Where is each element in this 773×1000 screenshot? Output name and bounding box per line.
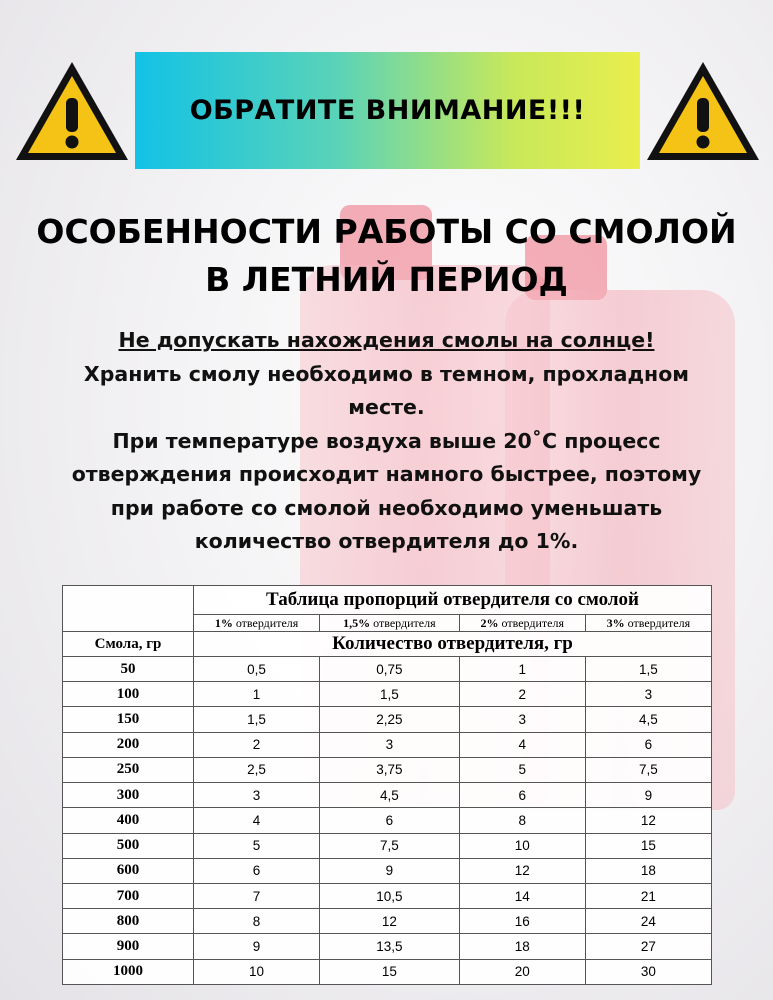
hardener-amount-cell: 21 xyxy=(585,883,711,908)
instructions-line: количество отвердителя до 1%. xyxy=(194,529,579,553)
table-title: Таблица пропорций отвердителя со смолой xyxy=(194,586,712,615)
resin-amount-cell: 250 xyxy=(63,757,194,782)
hardener-amount-cell: 18 xyxy=(585,858,711,883)
hardener-amount-cell: 3 xyxy=(459,707,585,732)
hardener-amount-cell: 15 xyxy=(320,959,460,984)
resin-amount-cell: 600 xyxy=(63,858,194,883)
hardener-amount-cell: 1 xyxy=(459,657,585,682)
attention-banner xyxy=(135,52,640,169)
hardener-amount-cell: 8 xyxy=(459,808,585,833)
hardener-amount-cell: 6 xyxy=(320,808,460,833)
hardener-amount-cell: 4 xyxy=(459,732,585,757)
resin-amount-cell: 50 xyxy=(63,657,194,682)
hardener-amount-cell: 12 xyxy=(459,858,585,883)
table-row xyxy=(63,833,712,858)
page-title-line2: В ЛЕТНИЙ ПЕРИОД xyxy=(205,260,568,299)
table-row xyxy=(63,732,712,757)
hardener-amount-cell: 10 xyxy=(459,833,585,858)
amount-header: Количество отвердителя, гр xyxy=(194,632,712,657)
hardener-amount-cell: 3,75 xyxy=(320,757,460,782)
resin-header: Смола, гр xyxy=(63,632,194,657)
pct-header: 3% отвердителя xyxy=(585,615,711,632)
resin-amount-cell: 1000 xyxy=(63,959,194,984)
instructions-line: Хранить смолу необходимо в темном, прохладном xyxy=(83,361,690,386)
hardener-amount-cell: 12 xyxy=(320,909,460,934)
instructions-line: месте. xyxy=(348,395,425,419)
table-row xyxy=(63,757,712,782)
hardener-amount-cell: 7 xyxy=(194,883,320,908)
hardener-amount-cell: 3 xyxy=(320,732,460,757)
resin-amount-cell: 700 xyxy=(63,883,194,908)
hardener-amount-cell: 10 xyxy=(194,959,320,984)
hardener-amount-cell: 2,25 xyxy=(320,707,460,732)
table-corner-cell xyxy=(63,586,194,632)
hardener-amount-cell: 1,5 xyxy=(320,682,460,707)
hardener-amount-cell: 27 xyxy=(585,934,711,959)
hardener-amount-cell: 5 xyxy=(194,833,320,858)
hardener-amount-cell: 5 xyxy=(459,757,585,782)
resin-amount-cell: 300 xyxy=(63,783,194,808)
hardener-amount-cell: 13,5 xyxy=(320,934,460,959)
hardener-amount-cell: 14 xyxy=(459,883,585,908)
pct-header: 1,5% отвердителя xyxy=(320,615,460,632)
resin-amount-cell: 400 xyxy=(63,808,194,833)
hardener-amount-cell: 3 xyxy=(585,682,711,707)
table-row xyxy=(63,707,712,732)
instructions-line: отверждения происходит намного быстрее, поэтому xyxy=(71,462,702,486)
hardener-amount-cell: 3 xyxy=(194,783,320,808)
proportions-table xyxy=(62,585,712,985)
table-row xyxy=(63,783,712,808)
hardener-amount-cell: 2,5 xyxy=(194,757,320,782)
hardener-amount-cell: 2 xyxy=(194,732,320,757)
hardener-amount-cell: 4,5 xyxy=(585,707,711,732)
resin-amount-cell: 500 xyxy=(63,833,194,858)
hardener-amount-cell: 20 xyxy=(459,959,585,984)
hardener-amount-cell: 12 xyxy=(585,808,711,833)
hardener-amount-cell: 15 xyxy=(585,833,711,858)
pct-header: 2% отвердителя xyxy=(459,615,585,632)
hardener-amount-cell: 7,5 xyxy=(585,757,711,782)
hardener-amount-cell: 6 xyxy=(585,732,711,757)
page-title-line1: ОСОБЕННОСТИ РАБОТЫ СО СМОЛОЙ xyxy=(36,212,737,251)
table-row xyxy=(63,934,712,959)
hardener-amount-cell: 4 xyxy=(194,808,320,833)
table-row xyxy=(63,909,712,934)
hardener-amount-cell: 10,5 xyxy=(320,883,460,908)
warning-triangle-icon xyxy=(643,58,763,164)
hardener-amount-cell: 6 xyxy=(459,783,585,808)
table-row xyxy=(63,657,712,682)
warning-triangle-icon xyxy=(12,58,132,164)
table-row xyxy=(63,959,712,984)
pct-header: 1% отвердителя xyxy=(194,615,320,632)
hardener-amount-cell: 16 xyxy=(459,909,585,934)
hardener-amount-cell: 4,5 xyxy=(320,783,460,808)
resin-amount-cell: 900 xyxy=(63,934,194,959)
hardener-amount-cell: 1,5 xyxy=(194,707,320,732)
instructions-line: При температуре воздуха выше 20˚С процесс xyxy=(112,428,661,453)
hardener-amount-cell: 9 xyxy=(194,934,320,959)
hardener-amount-cell: 0,75 xyxy=(320,657,460,682)
table-row xyxy=(63,858,712,883)
table-row xyxy=(63,682,712,707)
banner-text: ОБРАТИТЕ ВНИМАНИЕ!!! xyxy=(189,95,586,126)
hardener-amount-cell: 18 xyxy=(459,934,585,959)
resin-amount-cell: 200 xyxy=(63,732,194,757)
sun-warning: Не допускать нахождения смолы на солнце! xyxy=(118,328,655,352)
hardener-amount-cell: 30 xyxy=(585,959,711,984)
table-row xyxy=(63,808,712,833)
hardener-amount-cell: 1 xyxy=(194,682,320,707)
resin-amount-cell: 150 xyxy=(63,707,194,732)
instructions-text xyxy=(20,324,753,559)
resin-amount-cell: 800 xyxy=(63,909,194,934)
hardener-amount-cell: 0,5 xyxy=(194,657,320,682)
hardener-amount-cell: 8 xyxy=(194,909,320,934)
hardener-amount-cell: 6 xyxy=(194,858,320,883)
instructions-line: при работе со смолой необходимо уменьшать xyxy=(110,495,663,520)
table-row xyxy=(63,883,712,908)
hardener-amount-cell: 1,5 xyxy=(585,657,711,682)
hardener-amount-cell: 24 xyxy=(585,909,711,934)
hardener-amount-cell: 7,5 xyxy=(320,833,460,858)
resin-amount-cell: 100 xyxy=(63,682,194,707)
hardener-amount-cell: 2 xyxy=(459,682,585,707)
hardener-amount-cell: 9 xyxy=(585,783,711,808)
hardener-amount-cell: 9 xyxy=(320,858,460,883)
